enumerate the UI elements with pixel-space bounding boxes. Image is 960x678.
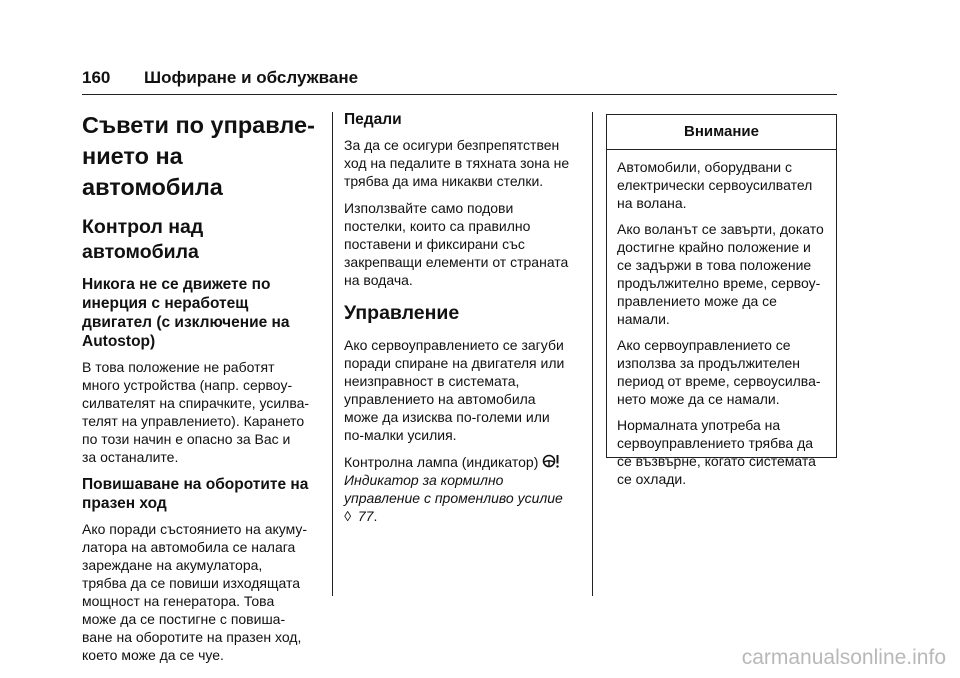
left-column [82,110,322,673]
pedals-paragraph-1: За да се осигури безпрепятствен ход на педалите в тяхната зона не трябва да има никакви стелки. [344,137,570,189]
indicator-line [344,453,584,471]
indicator-label: Контролна лампа (индикатор) [344,454,539,470]
page-ref-arrow-icon: ◊ [344,508,351,524]
watermark: carmanualsonline.info [741,646,946,669]
cross-reference[interactable]: Индикатор за кормилно управление с променливо усилие ◊ 77. [344,472,563,524]
warning-paragraph-4: Нормалната употреба на сервоуправлението трябва да се възвърне, когато системата се охлади. [617,417,816,487]
steering-warning-icon [542,453,560,469]
warning-paragraph-3: Ако сервоуправлението се използва за продължителен период от време, сервоусилва- нето може да се намали. [617,337,821,407]
warning-box [606,114,837,487]
page-number: 160 [82,68,111,87]
page-header [82,68,837,95]
warning-paragraph-2: Ако воланът се завърти, докато достигне крайно положение и се задържи в това положение продължително време, сервоу- правлението може да се намали. [617,221,824,327]
middle-column [344,110,584,534]
steering-heading: Управление [344,302,460,324]
pedals-heading: Педали [344,111,402,128]
pedals-paragraph-2: Използвайте само подови постелки, които са правилно поставени и фиксирани със закрепващи елементи от страната на водача. [344,200,569,288]
coasting-heading: Никога не се движете по инерция с неработещ двигател (с изключение на Autostop) [82,276,290,350]
chapter-title: Шофиране и обслужване [144,68,359,87]
coasting-paragraph: В това положение не работят много устройства (напр. сервоу- силвателят на спирачките, усилва- телят на управлението). Карането по този начин е опасно за Вас и за останалите. [82,359,310,465]
subsection-title: Контрол над автомобила [82,216,204,263]
page-ref-number: 77 [357,508,374,524]
steering-paragraph: Ако сервоуправлението се загуби поради спиране на двигателя или неизправност в системата, управлението на автомобила може да изисква по-големи или по-малки усилия. [344,337,565,443]
section-title: Съвети по управле- нието на автомобила [82,112,315,200]
idle-speed-paragraph: Ако поради състоянието на акуму- латора на автомобила се налага зареждане на акумулатора, трябва да се повиши изходящата мощност на генератора. Това може да се постигне с повиша- ване на оборотите на празен ход, което може да се чуе. [82,521,308,663]
warning-title: Внимание [607,115,836,150]
column-divider-right [592,112,593,596]
idle-speed-heading: Повишаване на оборотите на празен ход [82,476,309,512]
column-divider-left [332,112,333,596]
warning-body [607,150,836,488]
warning-paragraph-1: Автомобили, оборудвани с електрически сервоусилвател на волана. [617,159,813,211]
